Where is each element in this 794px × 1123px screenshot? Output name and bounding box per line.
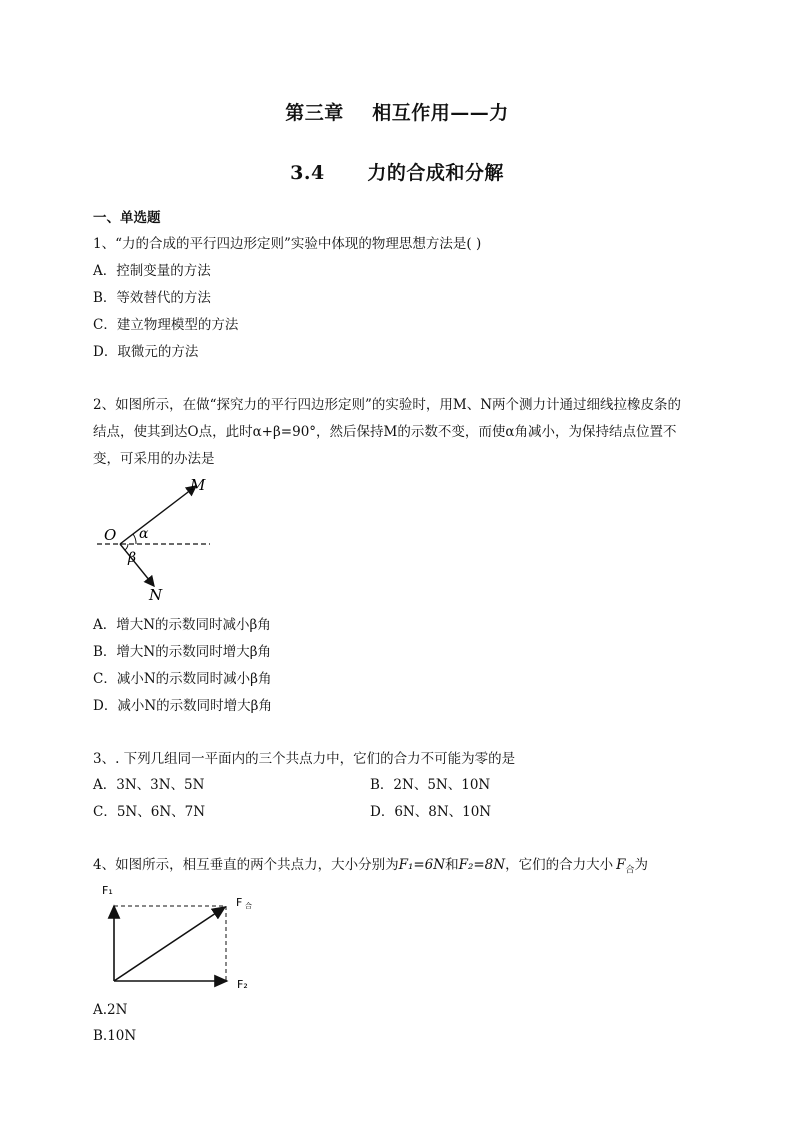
label-m: M <box>190 476 206 494</box>
q4-stem-pre: 4、如图所示，相互垂直的两个共点力，大小分别为 <box>93 857 399 873</box>
q2-stem-line2: 结点，使其到达O点，此时α+β=90°，然后保持M的示数不变，而使α角减小，为保持结点位置不 <box>93 424 677 440</box>
label-beta: β <box>128 550 137 566</box>
q1-option-b: B．等效替代的方法 <box>93 290 211 306</box>
arrow-m <box>120 486 196 544</box>
q3-stem: 3、. 下列几组同一平面内的三个共点力中，它们的合力不可能为零的是 <box>93 751 516 767</box>
q2-stem-line1: 2、如图所示，在做“探究力的平行四边形定则”的实验时，用M、N两个测力计通过细线拉橡皮条的 <box>93 397 682 413</box>
q4-stem <box>93 856 648 880</box>
label-o: O <box>104 526 117 544</box>
q1-option-c: C．建立物理模型的方法 <box>93 317 239 333</box>
label-f2: F₂ <box>237 978 248 991</box>
q3-option-a: A．3N、3N、5N <box>93 777 205 793</box>
q2-force-diagram <box>90 470 220 605</box>
q2-option-a: A．增大N的示数同时减小β角 <box>93 617 271 633</box>
arrow-n <box>120 544 154 586</box>
q4-stem-mid: 和 <box>445 857 459 873</box>
q4-stem-end: 为 <box>634 857 648 873</box>
label-f1: F₁ <box>102 884 113 897</box>
q2-option-b: B．增大N的示数同时增大β角 <box>93 644 272 660</box>
q3-option-b: B．2N、5N、10N <box>370 777 491 793</box>
q1-option-d: D．取微元的方法 <box>93 344 199 360</box>
label-alpha: α <box>139 526 149 542</box>
arrow-resultant <box>114 907 225 981</box>
label-n: N <box>149 586 163 604</box>
q4-stem-sub: 合 <box>625 865 635 876</box>
q2-stem-line3: 变，可采用的办法是 <box>93 451 215 467</box>
label-fhe-sub: 合 <box>245 902 252 910</box>
q4-option-b: B.10N <box>93 1028 137 1044</box>
alpha-arc <box>133 534 136 544</box>
q4-force-diagram <box>96 880 266 995</box>
q2-option-c: C．减小N的示数同时减小β角 <box>93 671 272 687</box>
label-fhe: F <box>236 896 243 909</box>
section-title: 3.4 力的合成和分解 <box>290 162 504 184</box>
q4-stem-f2: F₂=8N <box>458 857 506 873</box>
q3-option-d: D．6N、8N、10N <box>370 804 492 820</box>
q3-option-c: C．5N、6N、7N <box>93 804 206 820</box>
q4-option-a: A.2N <box>93 1002 128 1018</box>
q4-stem-f: F <box>616 857 626 873</box>
q1-stem: 1、“力的合成的平行四边形定则”实验中体现的物理思想方法是( ) <box>93 236 482 252</box>
chapter-title: 第三章 相互作用——力 <box>285 102 509 124</box>
q4-stem-f1: F₁=6N <box>398 857 446 873</box>
q1-option-a: A．控制变量的方法 <box>93 263 211 279</box>
q4-stem-post: ，它们的合力大小 <box>505 857 614 873</box>
q2-option-d: D．减小N的示数同时增大β角 <box>93 698 272 714</box>
section-heading: 一、单选题 <box>93 210 161 226</box>
